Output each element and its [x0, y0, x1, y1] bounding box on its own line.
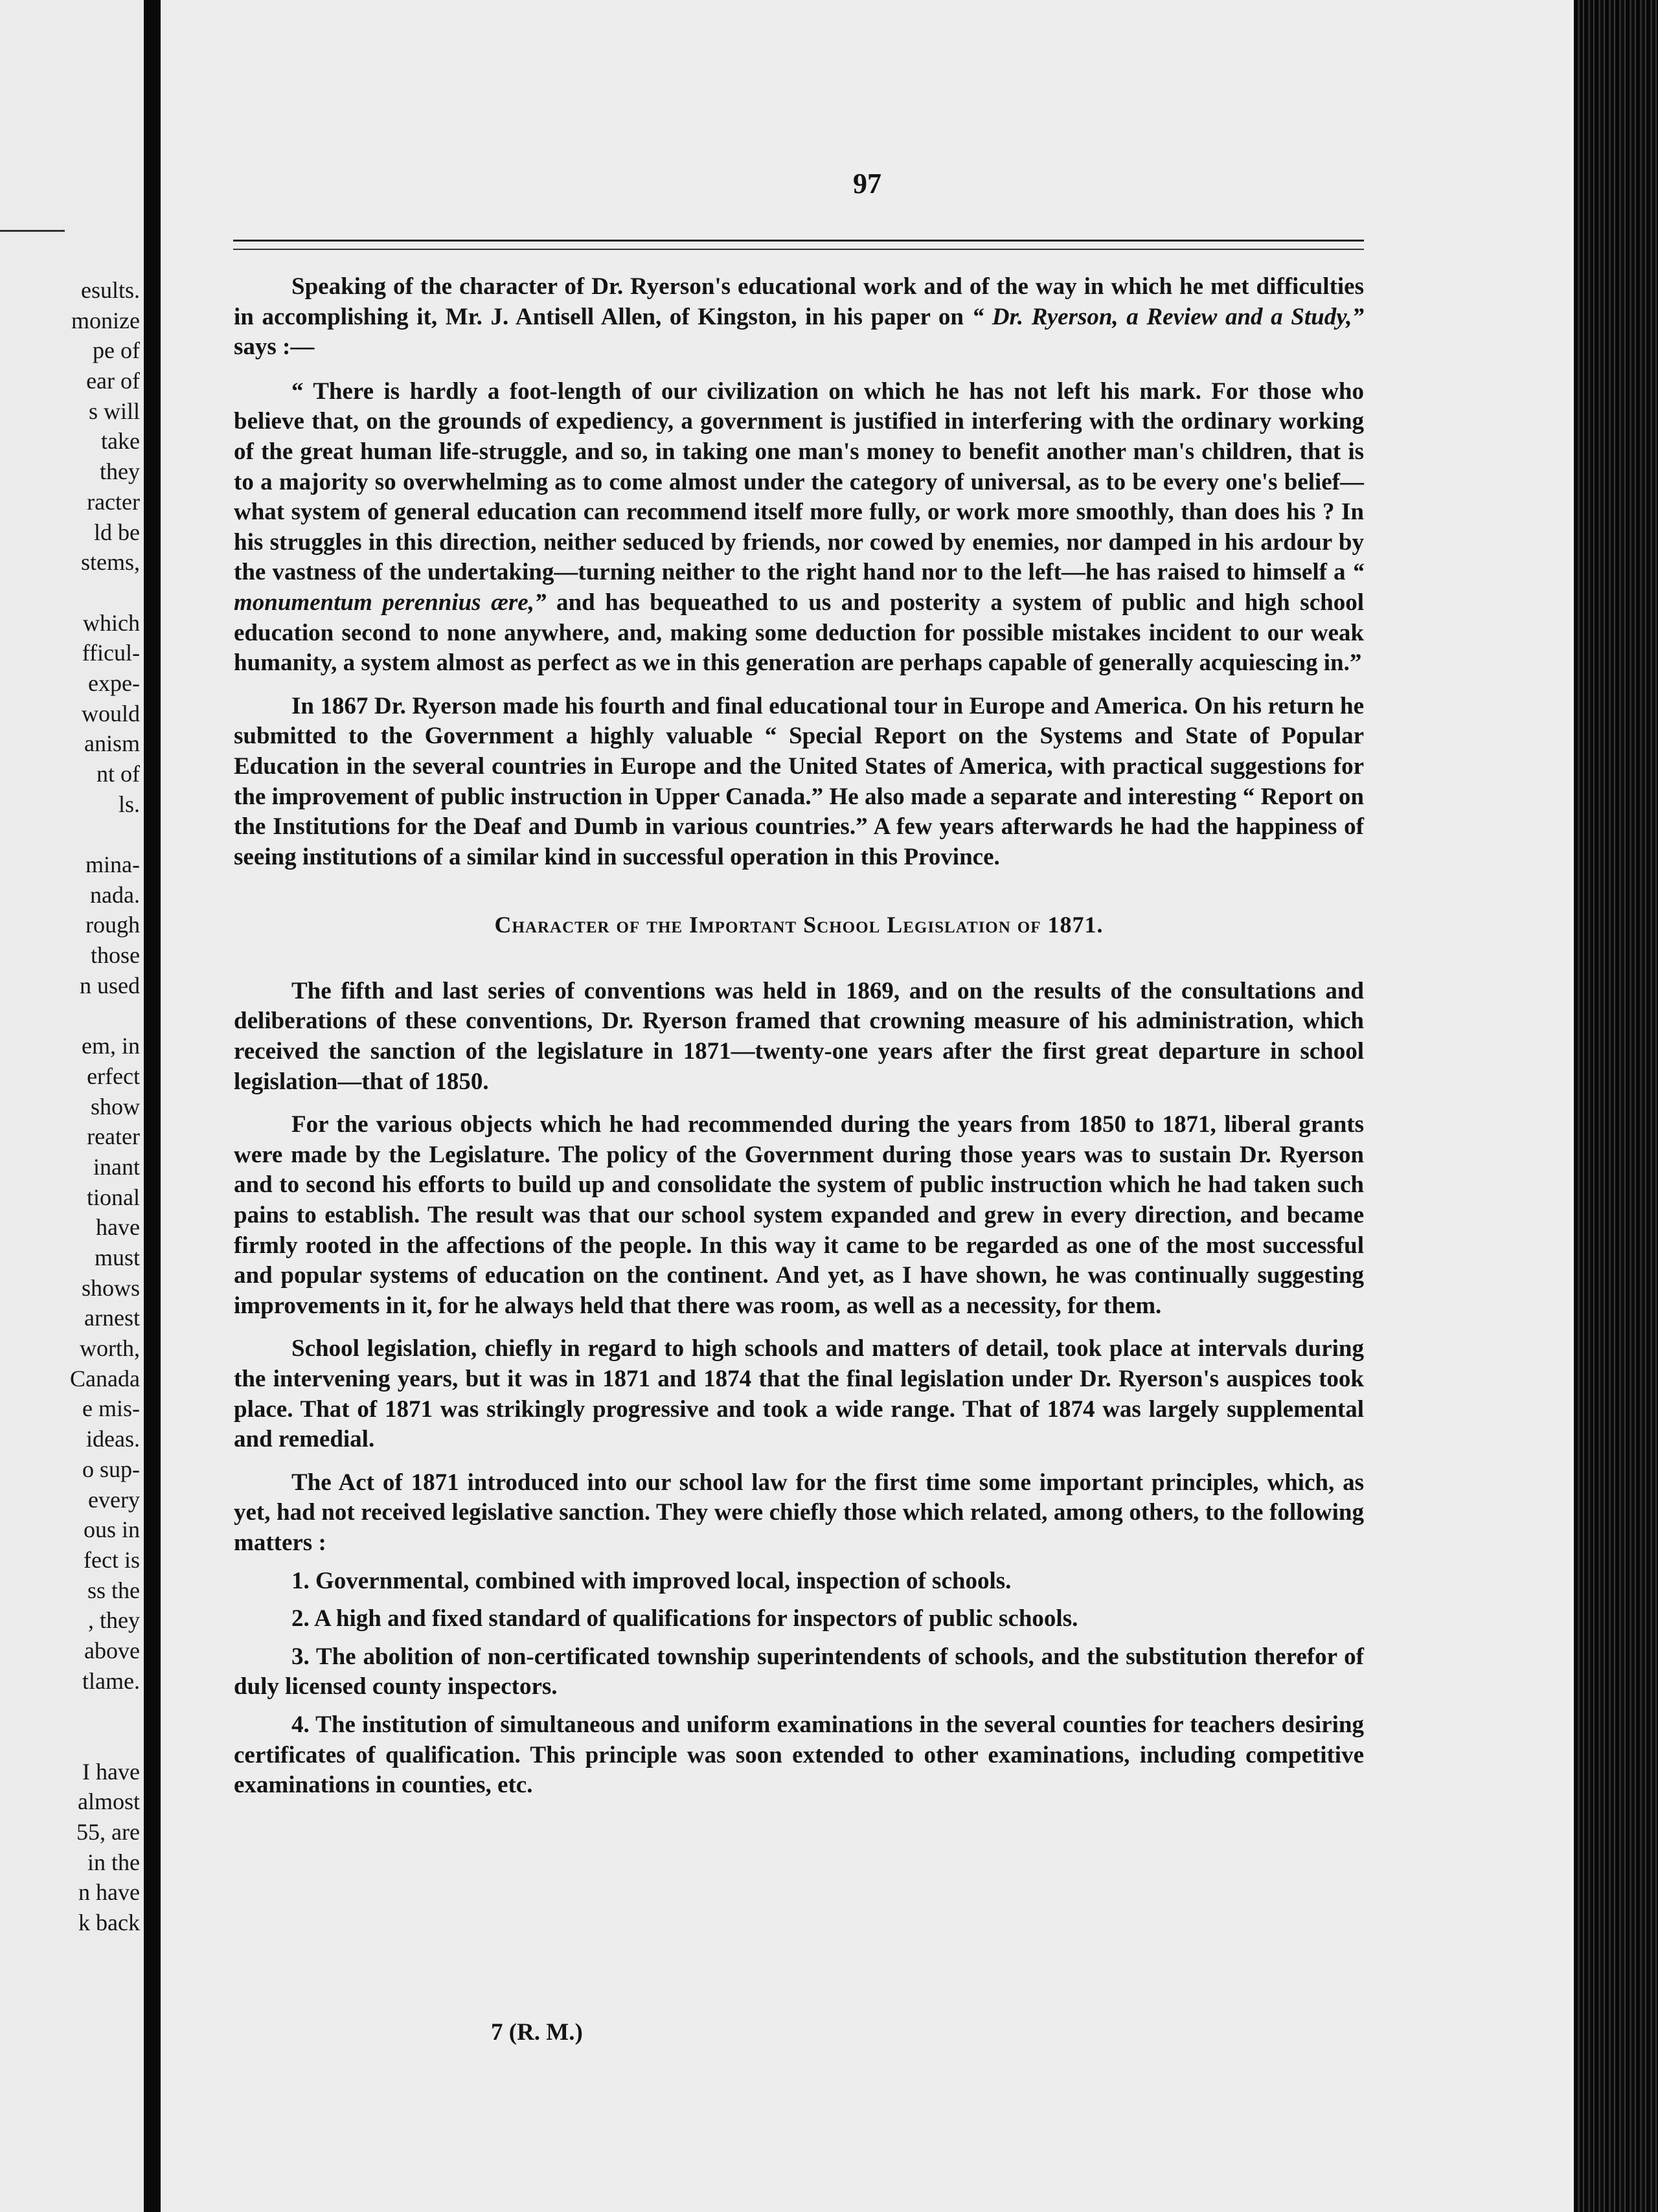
left-page-line: erfect	[87, 1063, 140, 1089]
paragraph-fifth-series: The fifth and last series of conventions was held in 1869, and on the results of the consultations and deliberations of these conventions, Dr. Ryerson framed that crowning measure of his administration, which received the sanction of the legislature in 1871—twenty-one years after the first great departure in school legislation—that of 1850.	[234, 977, 1364, 1095]
left-page-line: which	[83, 609, 140, 636]
left-page-line: monize	[71, 307, 140, 333]
left-page-line: every	[88, 1486, 140, 1513]
page-body	[234, 272, 1364, 1801]
left-page-line: I have	[82, 1758, 140, 1785]
left-page-line: above	[84, 1637, 140, 1664]
left-page-line: reater	[87, 1123, 140, 1150]
left-page-line: tlame.	[82, 1667, 140, 1694]
left-page-line	[7, 819, 140, 850]
paragraph-school-legislation: School legislation, chiefly in regard to high schools and matters of detail, took place at intervals during the intervening years, but it was in 1871 and 1874 that the final legislation under Dr. Ryerson's auspices took place. That of 1871 was strikingly progressive and took a wide range. That of 1874 was largely supplemental and remedial.	[234, 1335, 1364, 1453]
paragraph-act-1871: The Act of 1871 introduced into our school law for the first time some important principles, which, as yet, had not received legislative sanction. They were chiefly those which related, among others, to the following matters :	[234, 1469, 1364, 1556]
page-edges	[1574, 0, 1658, 2212]
adjacent-left-page	[0, 0, 144, 2212]
left-page-line: o sup-	[82, 1456, 140, 1482]
left-page-line: e mis-	[82, 1395, 140, 1422]
left-page-line: ear of	[86, 368, 140, 394]
left-page-line: almost	[78, 1789, 140, 1815]
left-page-line: 55, are	[76, 1819, 140, 1845]
quote-paragraph: “ There is hardly a foot-length of our civilization on which he has not left his mark. For those who believe that, on the grounds of expediency, a government is justified in interfering with the ordinary working of the great human life-struggle, and so, in taking one man's money to benefit another man's children, that is to a majority so overwhelming as to come almost under the category of universal, as to be every one's belief—what system of general education can recommend itself more fully, or work more smoothly, than does his ? In his struggles in this direction, neither seduced by friends, nor cowed by enemies, nor damped in his ardour by the vastness of the undertaking—turning neither to the right hand nor to the left—he has raised to himself a “ monumentum perennius ære,” and has bequeathed to us and posterity a system of public and high school education second to none anywhere, and, making some deduction for possible mistakes incident to our weak humanity, a system almost as perfect as we in this generation are perhaps capable of generally acquiescing in.”	[234, 378, 1364, 677]
left-page-line	[7, 1726, 140, 1757]
latin-phrase: “ monumentum perennius ære,”	[234, 559, 1364, 616]
left-page-line: shows	[81, 1274, 140, 1301]
left-page-line	[7, 1696, 140, 1726]
left-page-line: ideas.	[86, 1426, 140, 1452]
book-page	[161, 0, 1574, 2212]
left-page-line: pe of	[93, 337, 140, 364]
left-page-line	[7, 578, 140, 608]
left-page-line: esults.	[80, 277, 140, 303]
header-rule	[233, 240, 1364, 250]
left-page-line: s will	[88, 398, 140, 424]
left-page-line: inant	[93, 1153, 140, 1180]
intro-paragraph: Speaking of the character of Dr. Ryerson's educational work and of the way in which he met difficulties in accomplishing it, Mr. J. Antisell Allen, of Kingston, in his paper on “ Dr. Ryerson, a Review and a Study,” says :—	[234, 273, 1364, 361]
list-item: 4. The institution of simultaneous and uniform examinations in the several counties for teachers desiring certificates of qualification. This principle was soon extended to other examinations, including competitive examinations in counties, etc.	[234, 1711, 1364, 1799]
left-page-line: fficul-	[82, 640, 140, 666]
left-page-line: ld be	[94, 519, 140, 545]
list-item: 2. A high and fixed standard of qualifications for inspectors of public schools.	[291, 1605, 1078, 1632]
left-page-line: k back	[78, 1910, 140, 1936]
left-page-line: in the	[87, 1849, 140, 1875]
left-page-line: tional	[87, 1184, 140, 1210]
section-heading: Character of the Important School Legislation of 1871.	[494, 912, 1104, 938]
left-page-line: stems,	[80, 549, 140, 576]
left-page-line: rough	[85, 912, 140, 938]
left-page-line: have	[96, 1214, 140, 1241]
left-page-line: those	[91, 942, 140, 969]
left-page-line: mina-	[85, 852, 140, 878]
left-page-line	[7, 1001, 140, 1032]
left-page-line: n have	[78, 1879, 140, 1906]
left-page-line: they	[100, 458, 140, 485]
left-page-line: ous in	[83, 1517, 140, 1543]
left-page-line: arnest	[84, 1305, 140, 1331]
left-page-line: expe-	[88, 670, 140, 696]
page-number: 97	[853, 168, 881, 199]
left-page-line: would	[82, 700, 140, 727]
left-page-line: anism	[84, 730, 140, 757]
list-item: 3. The abolition of non-certificated township superintendents of schools, and the substitution therefor of duly licensed county inspectors.	[234, 1643, 1364, 1700]
signature-mark: 7 (R. M.)	[491, 2019, 583, 2046]
left-page-line: nada.	[90, 881, 140, 908]
paragraph-various-objects: For the various objects which he had recommended during the years from 1850 to 1871, liberal grants were made by the Legislature. The policy of the Government during those years was to sustain Dr. Ryerson and to second his efforts to build up and consolidate the system of public instruction which he had taken such pains to establish. The result was that our school system expanded and grew in every direction, and became firmly rooted in the affections of the people. In this way it came to be regarded as one of the most successful and popular systems of education on the continent. And yet, as I have shown, he was continually suggesting improvements in it, for he always held that there was room, as well as a necessity, for them.	[234, 1111, 1364, 1319]
left-page-text	[7, 275, 140, 1938]
left-page-line: take	[101, 428, 140, 455]
left-page-line: nt of	[97, 761, 140, 787]
left-page-line: n used	[80, 972, 140, 999]
left-page-line: Canada	[70, 1365, 140, 1392]
left-page-line: racter	[87, 488, 140, 515]
left-page-line: must	[94, 1245, 140, 1270]
list-item: 1. Governmental, combined with improved local, inspection of schools.	[291, 1567, 1012, 1594]
left-page-line: em, in	[82, 1033, 140, 1059]
left-page-line: fect is	[84, 1546, 140, 1573]
left-page-line: ls.	[118, 791, 140, 817]
left-page-line: , they	[88, 1607, 140, 1634]
left-page-line: worth,	[80, 1335, 140, 1362]
left-page-line: show	[90, 1093, 140, 1120]
left-page-rule	[0, 230, 65, 232]
paragraph-1867: In 1867 Dr. Ryerson made his fourth and final educational tour in Europe and America. On his return he submitted to the Government a highly valuable “ Special Report on the Systems and State of Popular Education in the several countries in Europe and the United States of America, with practical suggestions for the improvement of public instruction in Upper Canada.” He also made a separate and interesting “ Report on the Institutions for the Deaf and Dumb in various countries.” A few years afterwards he had the happiness of seeing institutions of a similar kind in successful operation in this Province.	[234, 692, 1364, 870]
intro-title: “ Dr. Ryerson, a Review and a Study,”	[971, 303, 1364, 330]
book-gutter	[144, 0, 161, 2212]
left-page-line: ss the	[87, 1577, 140, 1603]
